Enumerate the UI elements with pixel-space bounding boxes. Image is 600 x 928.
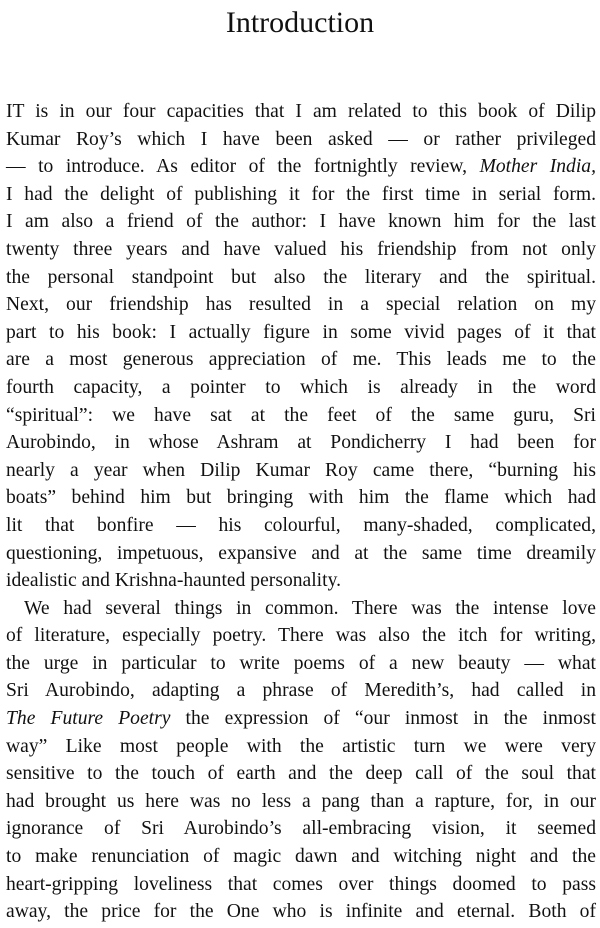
text-line: the personal standpoint but also the literary and the spiritual. (6, 266, 596, 288)
text-line: Aurobindo, in whose Ashram at Pondicherry I had been for (6, 432, 596, 454)
text-line: I had the delight of publishing it for the first time in serial form. (6, 183, 596, 205)
text-line: nearly a year when Dilip Kumar Roy came there, “burning his (6, 459, 596, 481)
italic-title: The Future Poetry (6, 708, 171, 730)
text-line: Sri Aurobindo, adapting a phrase of Meredith’s, had called in (6, 680, 596, 702)
text-line: of literature, especially poetry. There was also the itch for writing, (6, 625, 596, 647)
text-line: away, the price for the One who is infinite and eternal. Both of (6, 901, 596, 923)
text-line: twenty three years and have valued his friendship from not only (6, 238, 596, 260)
text-line (6, 153, 596, 181)
text-line: had brought us here was no less a pang than a rapture, for, in our (6, 790, 596, 812)
text-line: lit that bonfire — his colourful, many-shaded, complicated, (6, 514, 596, 536)
text-line: I am also a friend of the author: I have known him for the last (6, 211, 596, 233)
text-line: ignorance of Sri Aurobindo’s all-embracing vision, it seemed (6, 818, 596, 840)
text-line: are a most generous appreciation of me. This leads me to the (6, 349, 596, 371)
text-line: boats” behind him but bringing with him the flame which had (6, 487, 596, 509)
text-line: “spiritual”: we have sat at the feet of the same guru, Sri (6, 404, 596, 426)
text-line: Next, our friendship has resulted in a special relation on my (6, 294, 596, 316)
italic-title: Mother India, (479, 156, 596, 178)
paragraph-1 (6, 98, 596, 595)
text-line-part: the expression of “our inmost in the inmost (170, 708, 596, 730)
text-line: questioning, impetuous, expansive and at the same time dreamily (6, 542, 596, 564)
text-line-part: — to introduce. As editor of the fortnightly review, (6, 156, 480, 178)
text-line: sensitive to the touch of earth and the deep call of the soul that (6, 763, 596, 785)
text-line: heart-gripping loveliness that comes over things doomed to pass (6, 873, 596, 895)
paragraph-2 (6, 595, 596, 926)
text-line: the urge in particular to write poems of a new beauty — what (6, 652, 596, 674)
text-line: IT is in our four capacities that I am related to this book of Dilip (6, 101, 596, 122)
page-title: Introduction (225, 6, 375, 39)
text-line: idealistic and Krishna-haunted personality. (6, 570, 341, 592)
text-line: We had several things in common. There was the intense love (24, 597, 596, 619)
text-line: Kumar Roy’s which I have been asked — or rather privileged (6, 128, 596, 150)
text-line: way” Like most people with the artistic turn we were very (6, 735, 596, 757)
text-line: fourth capacity, a pointer to which is already in the word (6, 376, 596, 398)
body-text (6, 98, 596, 926)
text-line: part to his book: I actually figure in some vivid pages of it that (6, 321, 596, 343)
text-line: to make renunciation of magic dawn and witching night and the (6, 846, 596, 868)
text-line (6, 705, 596, 733)
